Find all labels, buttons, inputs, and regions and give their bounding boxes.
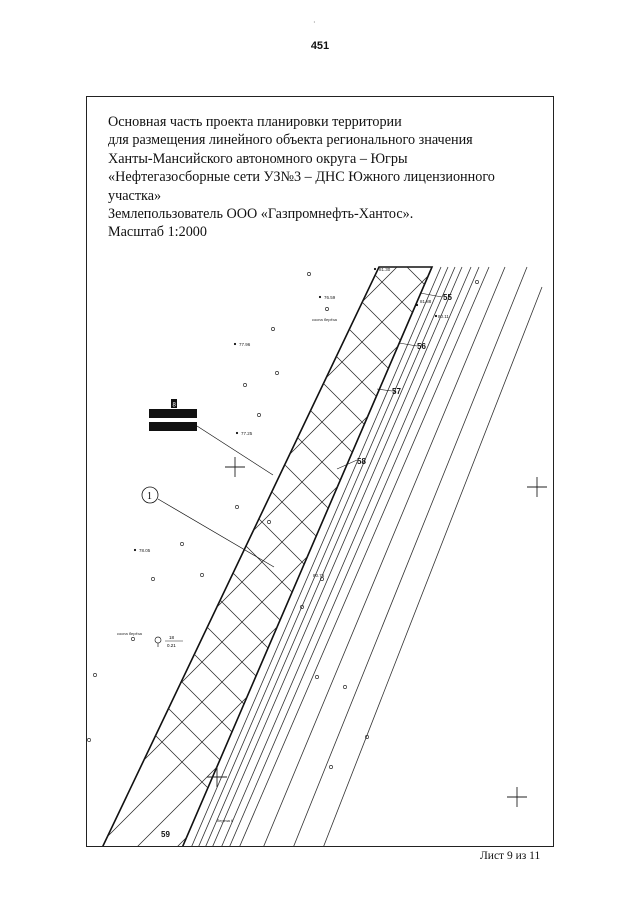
title-line-4: «Нефтегазосборные сети УЗ№3 – ДНС Южного лицензионного (108, 169, 495, 186)
survey-label: 81.88 (420, 299, 432, 304)
survey-label: 80.11 (438, 314, 449, 319)
legend-label (149, 399, 273, 475)
survey-label: 78.05 (139, 548, 151, 553)
point-leaders (337, 293, 442, 469)
point-number: 59 (161, 830, 170, 839)
tree-label: сосна берёза (312, 317, 337, 322)
tree-label: сосна берёза (117, 631, 142, 636)
callout-number: 1 (147, 491, 152, 502)
scale-line: Масштаб 1:2000 (108, 224, 207, 241)
corridor-lines (182, 267, 542, 847)
scan-mark: · (313, 18, 316, 27)
sheet-footer: Лист 9 из 11 (480, 850, 541, 862)
point-number: 57 (392, 387, 401, 396)
title-line-1: Основная часть проекта планировки территории (108, 114, 402, 130)
survey-label: 77.25 (241, 431, 253, 436)
survey-label: 77.96 (239, 342, 251, 347)
title-line-5: участка» (108, 187, 162, 204)
survey-label: 81.30 (379, 267, 391, 272)
grid-crosses (207, 457, 547, 807)
fraction-bottom: 0.21 (167, 643, 176, 648)
fraction-top: 18 (169, 635, 175, 640)
title-line-2: для размещения линейного объекта регионального значения (108, 132, 473, 149)
plan-map (87, 97, 554, 847)
tree-symbol (155, 635, 183, 648)
legend-tag: 8 (172, 402, 176, 409)
land-user-line: Землепользователь ООО «Газпромнефть-Хантос». (108, 206, 414, 223)
survey-label: 76.59 (324, 295, 336, 300)
point-number: 58 (357, 457, 366, 466)
map-sheet (86, 96, 554, 847)
title-line-3: Ханты-Мансийского автономного округа – Югры (108, 150, 408, 167)
point-number: 55 (443, 293, 452, 302)
hatched-zone (87, 97, 554, 847)
tree-label: береза 6 (217, 818, 234, 823)
point-number: 56 (417, 342, 426, 351)
page-number: 451 (310, 40, 330, 52)
survey-label: 80.76 (313, 573, 325, 578)
